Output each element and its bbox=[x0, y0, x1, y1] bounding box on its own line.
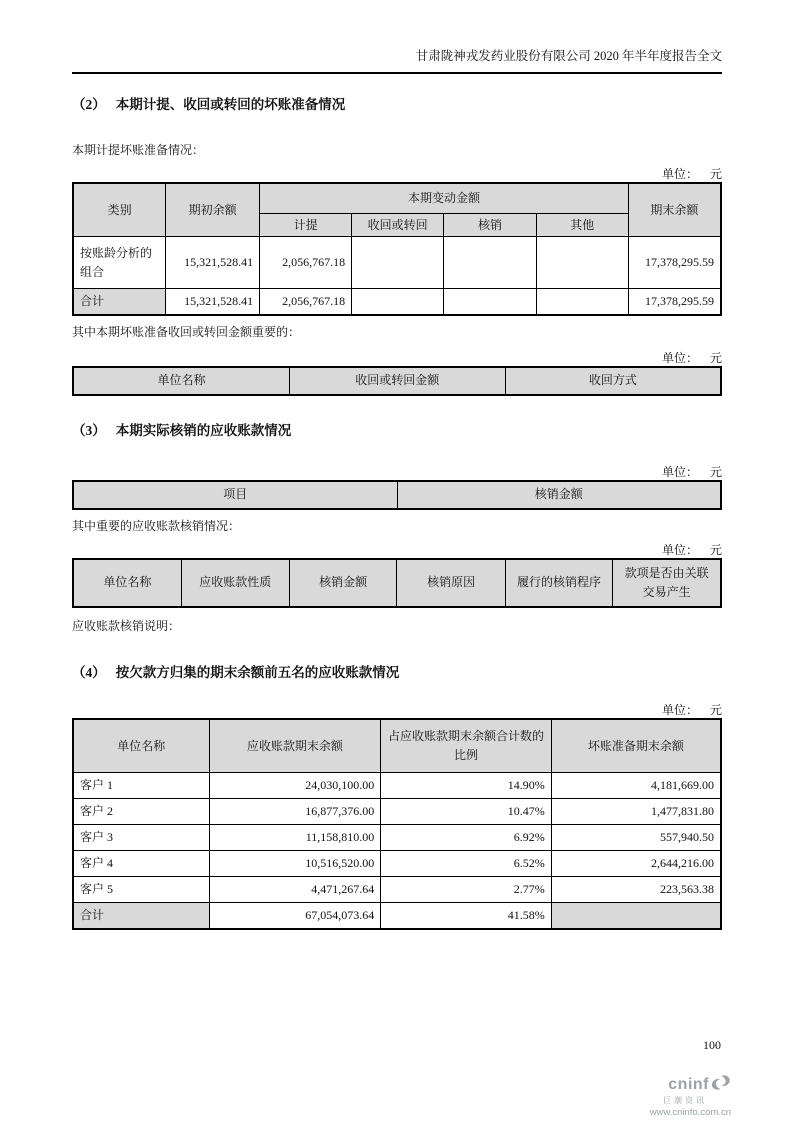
cninfo-logo-url: www.cninfo.com.cn bbox=[649, 1107, 731, 1118]
col-header-other: 其他 bbox=[536, 213, 628, 237]
cninfo-swirl-icon bbox=[711, 1074, 731, 1096]
cell-recover bbox=[352, 237, 444, 289]
page-number: 100 bbox=[703, 1038, 721, 1052]
section-3-number: （3） bbox=[72, 422, 106, 438]
cell-client-name: 合计 bbox=[73, 903, 209, 929]
table-row-total bbox=[73, 289, 721, 315]
unit-value: 元 bbox=[709, 542, 722, 557]
section-4-number: （4） bbox=[72, 664, 106, 680]
col-header-related-transaction: 款项是否由关联交易产生 bbox=[613, 559, 721, 607]
cell-client-name: 客户 4 bbox=[73, 851, 209, 877]
section-4-title-text: 按欠款方归集的期末余额前五名的应收账款情况 bbox=[115, 664, 400, 680]
unit-line-1 bbox=[72, 166, 722, 182]
col-header-category: 类别 bbox=[73, 183, 166, 237]
document-header bbox=[72, 0, 722, 74]
cell-ratio: 14.90% bbox=[381, 773, 551, 799]
unit-label: 单位： bbox=[661, 542, 698, 557]
cell-balance: 16,877,376.00 bbox=[209, 799, 381, 825]
table-row bbox=[73, 851, 721, 877]
col-header-unit-name: 单位名称 bbox=[73, 719, 209, 773]
cell-balance: 67,054,073.64 bbox=[209, 903, 381, 929]
cell-provision: 2,644,216.00 bbox=[551, 851, 721, 877]
cell-ratio: 41.58% bbox=[381, 903, 551, 929]
col-header-item: 项目 bbox=[73, 481, 397, 509]
cell-provision: 557,940.50 bbox=[551, 825, 721, 851]
cell-other bbox=[536, 289, 628, 315]
writeoff-explanation-note: 应收账款核销说明： bbox=[72, 618, 181, 633]
section-2-title-text: 本期计提、收回或转回的坏账准备情况 bbox=[115, 97, 346, 112]
unit-label: 单位： bbox=[661, 350, 698, 365]
unit-value: 元 bbox=[709, 464, 722, 479]
cninfo-logo-text: cninf bbox=[668, 1076, 709, 1093]
table-row bbox=[73, 877, 721, 903]
col-header-closing-balance: 期末余额 bbox=[628, 183, 721, 237]
table-row bbox=[73, 825, 721, 851]
cell-recover bbox=[352, 289, 444, 315]
cell-provision: 223,563.38 bbox=[551, 877, 721, 903]
col-header-unit-name: 单位名称 bbox=[73, 559, 181, 607]
col-header-ratio: 占应收账款期末余额合计数的比例 bbox=[381, 719, 551, 773]
cell-ratio: 10.47% bbox=[381, 799, 551, 825]
table-row bbox=[73, 799, 721, 825]
cell-balance: 10,516,520.00 bbox=[209, 851, 381, 877]
table-row bbox=[73, 773, 721, 799]
cell-provision: 1,477,831.80 bbox=[551, 799, 721, 825]
col-header-baddebt-balance: 坏账准备期末余额 bbox=[551, 719, 721, 773]
cell-opening: 15,321,528.41 bbox=[166, 237, 260, 289]
writeoff-detail-table bbox=[72, 558, 722, 608]
unit-line-2 bbox=[72, 350, 722, 366]
col-header-receivable-nature: 应收账款性质 bbox=[181, 559, 289, 607]
col-header-recover-amount: 收回或转回金额 bbox=[289, 367, 505, 395]
col-header-recover-method: 收回方式 bbox=[505, 367, 721, 395]
document-header-title: 甘肃陇神戎发药业股份有限公司 2020 年半年度报告全文 bbox=[415, 49, 722, 63]
unit-line-5 bbox=[72, 702, 722, 718]
col-header-recover: 收回或转回 bbox=[352, 213, 444, 237]
cell-balance: 24,030,100.00 bbox=[209, 773, 381, 799]
section-2-number: （2） bbox=[72, 97, 106, 112]
cell-writeoff bbox=[444, 237, 537, 289]
top5-receivables-table bbox=[72, 718, 722, 930]
cninfo-logo-subtitle: 巨潮资讯 bbox=[663, 1096, 707, 1105]
col-header-writeoff-amount: 核销金额 bbox=[289, 559, 397, 607]
cell-ratio: 2.77% bbox=[381, 877, 551, 903]
unit-value: 元 bbox=[709, 167, 722, 181]
cell-category: 合计 bbox=[73, 289, 166, 315]
recover-important-note: 其中本期坏账准备收回或转回金额重要的： bbox=[72, 324, 301, 339]
cell-provision: 2,056,767.18 bbox=[260, 237, 352, 289]
cell-provision: 2,056,767.18 bbox=[260, 289, 352, 315]
cell-balance: 4,471,267.64 bbox=[209, 877, 381, 903]
unit-line-4 bbox=[72, 542, 722, 558]
cell-client-name: 客户 2 bbox=[73, 799, 209, 825]
cell-ratio: 6.92% bbox=[381, 825, 551, 851]
writeoff-table bbox=[72, 480, 722, 510]
col-header-ending-balance: 应收账款期末余额 bbox=[209, 719, 381, 773]
section-4-title bbox=[72, 664, 722, 682]
provision-intro-text: 本期计提坏账准备情况： bbox=[72, 143, 205, 157]
unit-line-3 bbox=[72, 464, 722, 480]
col-header-writeoff-reason: 核销原因 bbox=[397, 559, 505, 607]
bad-debt-provision-table bbox=[72, 182, 722, 316]
cell-category: 按账龄分析的组合 bbox=[73, 237, 166, 289]
col-header-unit-name: 单位名称 bbox=[73, 367, 289, 395]
cell-other bbox=[536, 237, 628, 289]
col-header-provision: 计提 bbox=[260, 213, 352, 237]
col-header-change-group: 本期变动金额 bbox=[260, 183, 629, 213]
col-header-opening-balance: 期初余额 bbox=[166, 183, 260, 237]
cell-balance: 11,158,810.00 bbox=[209, 825, 381, 851]
cell-closing: 17,378,295.59 bbox=[628, 237, 721, 289]
unit-label: 单位： bbox=[661, 167, 698, 181]
writeoff-important-note: 其中重要的应收账款核销情况： bbox=[72, 518, 241, 533]
cell-provision bbox=[551, 903, 721, 929]
unit-label: 单位： bbox=[661, 464, 698, 479]
cell-opening: 15,321,528.41 bbox=[166, 289, 260, 315]
recover-table bbox=[72, 366, 722, 396]
unit-value: 元 bbox=[709, 702, 722, 717]
col-header-writeoff-amount: 核销金额 bbox=[397, 481, 721, 509]
col-header-writeoff: 核销 bbox=[444, 213, 537, 237]
col-header-writeoff-procedure: 履行的核销程序 bbox=[505, 559, 613, 607]
cell-provision: 4,181,669.00 bbox=[551, 773, 721, 799]
table-row bbox=[73, 237, 721, 289]
unit-label: 单位： bbox=[661, 702, 698, 717]
cell-ratio: 6.52% bbox=[381, 851, 551, 877]
section-3-title-text: 本期实际核销的应收账款情况 bbox=[115, 422, 292, 438]
cell-closing: 17,378,295.59 bbox=[628, 289, 721, 315]
cell-client-name: 客户 3 bbox=[73, 825, 209, 851]
cell-writeoff bbox=[444, 289, 537, 315]
cell-client-name: 客户 1 bbox=[73, 773, 209, 799]
unit-value: 元 bbox=[709, 350, 722, 365]
section-2-title bbox=[72, 96, 722, 114]
section-3-title bbox=[72, 422, 722, 440]
cninfo-logo bbox=[650, 1074, 731, 1119]
table-row-total bbox=[73, 903, 721, 929]
cell-client-name: 客户 5 bbox=[73, 877, 209, 903]
